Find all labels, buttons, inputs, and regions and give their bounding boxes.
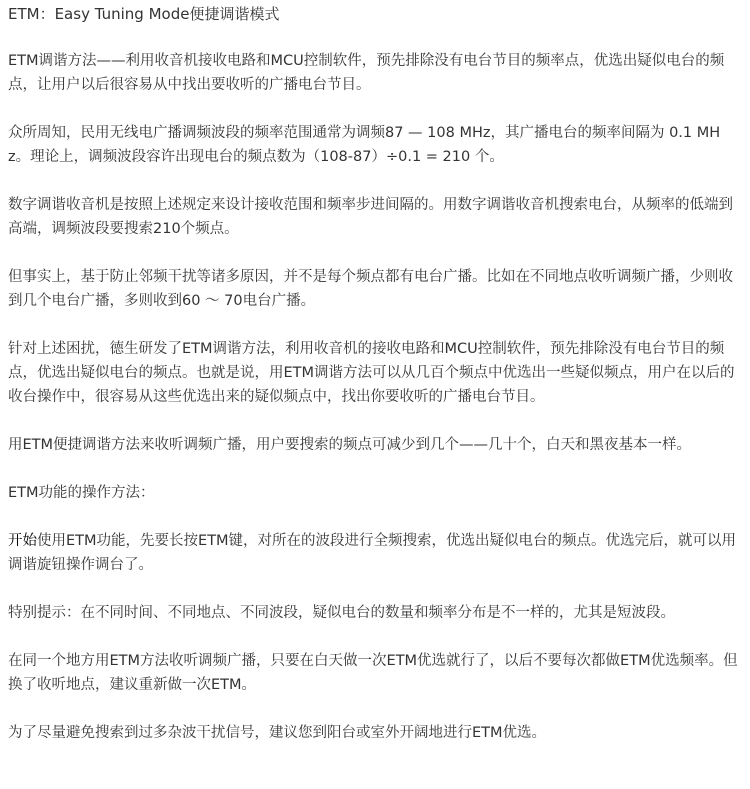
paragraph-tecsun-etm: 针对上述困扰，德生研发了ETM调谐方法，利用收音机的接收电路和MCU控制软件，预先排除没有电台节目的频点，优选出疑似电台的频点。也就是说，用ETM调谐方法可以从几百个频点中优选出一些疑似频点，用户在以后的收台操作中，很容易从这些优选出来的疑似频点中，找出你要收听的广播电台节目。 [8,341,735,405]
paragraph-avoid-interference: 为了尽量避免搜索到过多杂波干扰信号，建议您到阳台或室外开阔地进行ETM优选。 [8,725,547,741]
paragraph-start-operation [8,529,742,577]
paragraph-etm-method: ETM调谐方法——利用收音机接收电路和MCU控制软件，预先排除没有电台节目的频率点，优选出疑似电台的频点，让用户以后很容易从中找出要收听的广播电台节目。 [8,53,725,93]
paragraph-same-location: 在同一个地方用ETM方法收听调频广播，只要在白天做一次ETM优选就行了，以后不要每次都做ETM优选频率。但换了收听地点，建议重新做一次ETM。 [8,653,738,693]
paragraph-reduced-search: 用ETM便捷调谐方法来收听调频广播，用户要搜索的频点可减少到几个——几十个，白天和黑夜基本一样。 [8,437,692,453]
paragraph-start-text: 使用ETM功能，先要长按ETM键，对所在的波段进行全频搜索，优选出疑似电台的频点。优选完后，就可以用调谐旋钮操作调台了。 [8,533,737,573]
article-title: ETM：Easy Tuning Mode便捷调谐模式 [8,5,280,23]
paragraph-operation-heading: ETM功能的操作方法： [8,485,155,501]
paragraph-actual-stations: 但事实上，基于防止邻频干扰等诸多原因，并不是每个频点都有电台广播。比如在不同地点收听调频广播，少则收到几个电台广播，多则收到60 ～ 70电台广播。 [8,269,733,309]
paragraph-special-tip: 特别提示：在不同时间、不同地点、不同波段，疑似电台的数量和频率分布是不一样的，尤其是短波段。 [8,605,675,621]
paragraph-start-lead: 开始 [8,533,37,549]
paragraph-digital-tuning: 数字调谐收音机是按照上述规定来设计接收范围和频率步进间隔的。用数字调谐收音机搜索电台，从频率的低端到高端，调频波段要搜索210个频点。 [8,197,733,237]
paragraph-fm-range: 众所周知，民用无线电广播调频波段的频率范围通常为调频87 — 108 MHz，其广播电台的频率间隔为 0.1 MHz。理论上，调频波段容许出现电台的频点数为（108-87）÷0.1 = 210 个。 [8,125,721,165]
